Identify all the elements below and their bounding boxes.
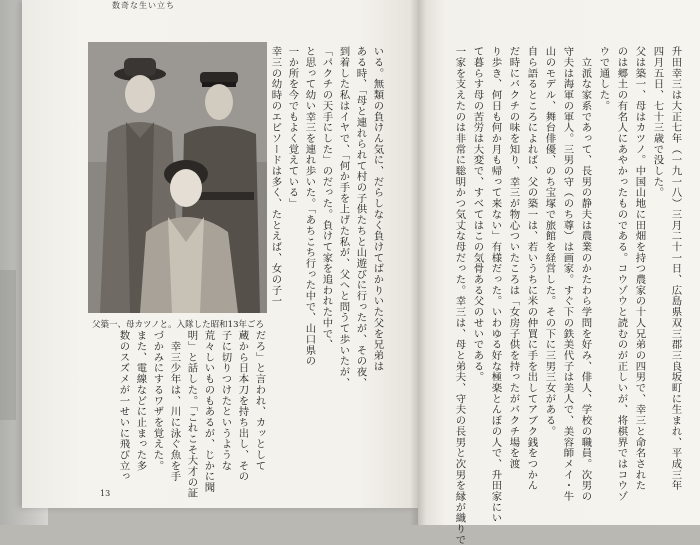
left-column-lower-3: 子に切りつけたというような [219,330,232,472]
right-column-11: り歩き、何日も何か月も帰って来ない」有様だった。いわゆる好な極楽とんぼの人で、升田家にい [489,46,502,524]
left-column-upper-7: 幸三の幼時のエピソードは多く、たとえば、女の子一 [269,46,282,307]
left-column-lower-6: 幸三少年は、川に泳ぐ魚を手 [168,330,181,482]
left-column-lower-9: 数のスズメが一せいに飛び立っ [117,330,130,482]
left-column-upper-6: 一か所を今でもよく覚えている」 [286,46,299,209]
book-gutter [410,0,426,525]
left-column-upper-1: いる。無類の負けん気に、だらしなく負けてばかりいた父を兄弟は [371,46,384,372]
left-column-upper-2: ある時、「母と連れられて村の子供たちと山遊びに行ったが、その夜、 [354,46,367,388]
left-column-lower-4: 荒々しいものもあるが、じかに聞 [202,330,215,493]
left-column-lower-1: だろ」と言われ、カッとして [253,330,266,472]
right-column-8: 山のモデル、舞台俳優、のち宝塚で旅館を経営した。その下に三男三女がある。 [543,46,556,437]
right-column-12: て暮らす母の苦労は大変で、すべてはこの気骨ある父のせいである。 [471,46,484,383]
right-column-5: ウで通した。 [597,46,610,112]
right-column-9: 自ら語るところによれば、父の築一は、若いうちに米の仲買に手を出してアブク銭をつかん [525,46,538,491]
family-photograph-figures [88,42,267,313]
left-column-upper-5: と思って幼い幸三を連れ歩いた。「あちこち行った中で、山口県の [303,46,316,367]
background-object [0,270,16,420]
right-column-7: 守夫は海軍の軍人。三男の守（のち尊）は画家。すぐ下の鉄美代子は美人で、美容師メイ・牛 [561,46,574,502]
right-column-3: 父は築一、母はカツノ。中国山地に田畑を持つ農家の十人兄弟の四男で、幸三と命名された [633,46,646,491]
left-column-lower-7: づかみにするワザを覚えた。 [151,330,164,472]
left-column-lower-8: また、電線などに止まった多 [134,330,147,472]
left-column-lower-2: 蔵から日本刀を持ち出し、その [236,330,249,482]
running-head: 数奇な生い立ち [112,1,175,10]
family-photograph [88,42,267,313]
right-column-4: のは郷土の有名人にあやかったものである。コウゾウと読むのが正しいが、将棋界ではコウゾ [615,46,628,502]
page-number: 13 [100,489,111,498]
photo-caption: 父築一、母カツノと。入隊した昭和13年ごろ [92,320,264,330]
right-column-10: だ時にバクチの味を知り、幸三が物心ついたころは「女房子供を持ったがバクチ場を渡 [507,46,520,470]
right-column-6: 立派な家系であって、長男の静夫は農業のかたわら学問を好み、俳人、学校の職員。次男の [579,46,592,502]
right-column-13: 一家を支えたのは非常に聡明かつ気丈な母だった。幸三は、母と弟夫、守夫の長男と次男を縁が織りで [453,46,466,545]
left-column-upper-4: 「パクチの天手にした」のだった。負けて家を追われた中で、 [320,46,333,350]
left-column-upper-3: 到着した私はイヤで、「何か手を上げた私が、父へと問うて歩いたが、 [337,46,350,388]
right-column-1: 升田幸三は大正七年（一九一八）三月二十一日、広島県双三郡三良坂町に生まれ、平成三年 [669,46,682,491]
left-column-lower-5: 明」と話した。「これこそ大才の証 [185,330,198,499]
right-column-2: 四月五日、七十三歳で没した。 [651,46,664,198]
